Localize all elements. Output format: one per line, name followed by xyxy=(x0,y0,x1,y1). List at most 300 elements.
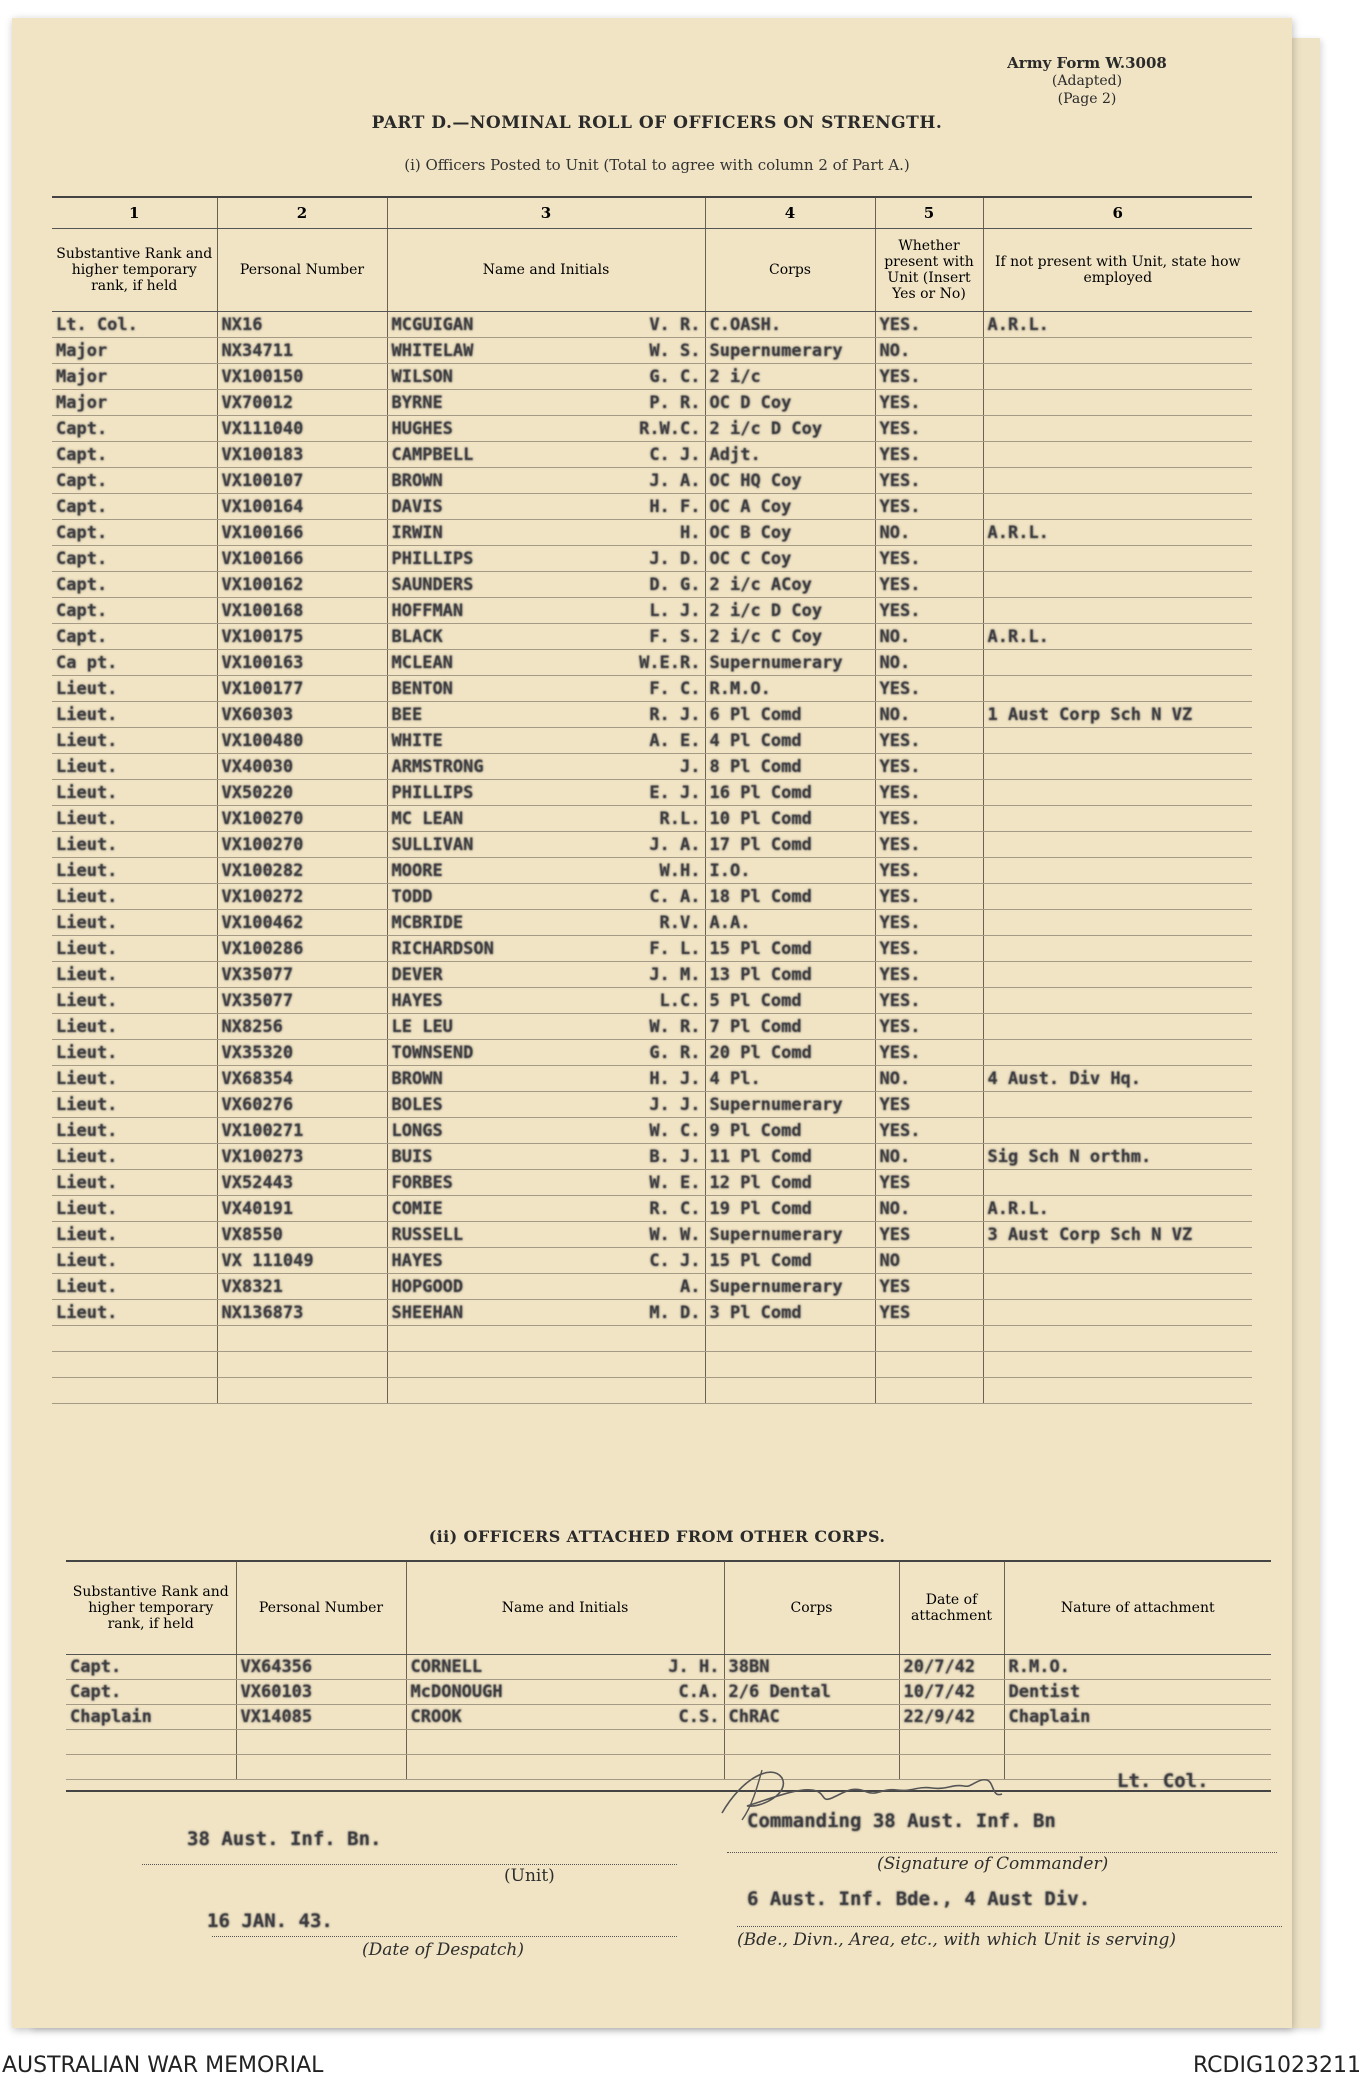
commander-title: Commanding 38 Aust. Inf. Bn xyxy=(747,1810,1056,1832)
name-cell xyxy=(387,338,705,364)
name-cell xyxy=(387,442,705,468)
corps-cell: 19 Pl Comd xyxy=(705,1196,875,1222)
corps-cell: OC A Coy xyxy=(705,494,875,520)
column-number-row xyxy=(52,197,1252,229)
personal-number-cell: VX8321 xyxy=(217,1274,387,1300)
empty-cell xyxy=(217,1326,387,1352)
present-cell: NO. xyxy=(875,1066,983,1092)
personal-number-cell: VX100166 xyxy=(217,546,387,572)
name-cell xyxy=(387,754,705,780)
present-cell: YES. xyxy=(875,390,983,416)
name-cell xyxy=(387,1196,705,1222)
present-cell: YES. xyxy=(875,806,983,832)
corps-cell: 20 Pl Comd xyxy=(705,1040,875,1066)
officer-row xyxy=(52,312,1252,338)
empty-cell xyxy=(52,1378,217,1404)
present-cell: YES. xyxy=(875,1118,983,1144)
attached-rows xyxy=(66,1655,1271,1780)
surname: BYRNE xyxy=(391,392,443,413)
empty-cell xyxy=(705,1378,875,1404)
empty-cell xyxy=(1004,1730,1271,1755)
corps-cell: Supernumerary xyxy=(705,338,875,364)
empty-cell xyxy=(724,1730,899,1755)
empty-cell xyxy=(52,1326,217,1352)
name-cell xyxy=(387,702,705,728)
formation-label: (Bde., Divn., Area, etc., with which Unit is serving) xyxy=(737,1930,1177,1950)
surname: SULLIVAN xyxy=(391,834,474,855)
rank-cell: Chaplain xyxy=(66,1705,236,1730)
officer-row xyxy=(52,806,1252,832)
personal-number-cell: NX34711 xyxy=(217,338,387,364)
rank-cell: Lieut. xyxy=(52,702,217,728)
name-cell xyxy=(387,806,705,832)
officer-row xyxy=(52,884,1252,910)
personal-number-cell: VX100271 xyxy=(217,1118,387,1144)
empty-row xyxy=(66,1730,1271,1755)
corps-cell: 38BN xyxy=(724,1655,899,1680)
initials: J. A. xyxy=(649,834,701,855)
surname: CROOK xyxy=(410,1707,462,1727)
document-sheet xyxy=(12,18,1292,2028)
officer-row xyxy=(52,1170,1252,1196)
corps-cell: 18 Pl Comd xyxy=(705,884,875,910)
attached-row xyxy=(66,1655,1271,1680)
initials: J. H. xyxy=(668,1657,720,1677)
corps-cell: C.OASH. xyxy=(705,312,875,338)
initials: F. L. xyxy=(649,938,701,959)
name-cell xyxy=(387,858,705,884)
surname: HAYES xyxy=(391,990,443,1011)
header-corps: Corps xyxy=(705,229,875,312)
formation-value: 6 Aust. Inf. Bde., 4 Aust Div. xyxy=(747,1888,1091,1910)
rank-cell: Capt. xyxy=(52,624,217,650)
corps-cell: OC HQ Coy xyxy=(705,468,875,494)
officer-row xyxy=(52,780,1252,806)
name-cell xyxy=(387,1144,705,1170)
header-employment: If not present with Unit, state how employed xyxy=(983,229,1252,312)
header-present: Whether present with Unit (Insert Yes or No) xyxy=(875,229,983,312)
rank-cell: Lieut. xyxy=(52,936,217,962)
rank-cell: Lieut. xyxy=(52,754,217,780)
initials: G. R. xyxy=(649,1042,701,1063)
empty-row xyxy=(52,1378,1252,1404)
personal-number-cell: VX52443 xyxy=(217,1170,387,1196)
corps-cell: 2/6 Dental xyxy=(724,1680,899,1705)
personal-number-cell: VX100162 xyxy=(217,572,387,598)
name-cell xyxy=(406,1680,724,1705)
name-cell xyxy=(406,1705,724,1730)
corps-cell: 7 Pl Comd xyxy=(705,1014,875,1040)
employment-cell xyxy=(983,390,1252,416)
empty-cell xyxy=(899,1730,1004,1755)
personal-number-cell: NX16 xyxy=(217,312,387,338)
employment-cell xyxy=(983,936,1252,962)
personal-number-cell: NX8256 xyxy=(217,1014,387,1040)
personal-number-cell: VX100163 xyxy=(217,650,387,676)
name-cell xyxy=(387,1170,705,1196)
initials: J. A. xyxy=(649,470,701,491)
empty-cell xyxy=(406,1730,724,1755)
surname: RUSSELL xyxy=(391,1224,464,1245)
corps-cell: I.O. xyxy=(705,858,875,884)
rank-cell: Lieut. xyxy=(52,1248,217,1274)
initials: G. C. xyxy=(649,366,701,387)
personal-number-cell: VX100480 xyxy=(217,728,387,754)
empty-cell xyxy=(983,1378,1252,1404)
attached-section-title: (ii) OFFICERS ATTACHED FROM OTHER CORPS. xyxy=(428,1527,886,1546)
officer-row xyxy=(52,338,1252,364)
empty-cell xyxy=(406,1755,724,1780)
initials: M. D. xyxy=(649,1302,701,1323)
personal-number-cell: VX100462 xyxy=(217,910,387,936)
officer-row xyxy=(52,1144,1252,1170)
present-cell: YES. xyxy=(875,364,983,390)
name-cell xyxy=(387,936,705,962)
present-cell: YES. xyxy=(875,598,983,624)
rank-cell: Lieut. xyxy=(52,1222,217,1248)
rank-cell: Capt. xyxy=(52,494,217,520)
rank-cell: Capt. xyxy=(52,572,217,598)
rank-cell: Major xyxy=(52,390,217,416)
corps-cell: ChRAC xyxy=(724,1705,899,1730)
employment-cell xyxy=(983,988,1252,1014)
initials: D. G. xyxy=(649,574,701,595)
form-id-page: (Page 2) xyxy=(1057,91,1117,107)
initials: E. J. xyxy=(649,782,701,803)
surname: CORNELL xyxy=(410,1657,483,1677)
rank-cell: Lieut. xyxy=(52,1196,217,1222)
name-cell xyxy=(387,468,705,494)
name-cell xyxy=(387,494,705,520)
personal-number-cell: VX35077 xyxy=(217,988,387,1014)
corps-cell: 4 Pl. xyxy=(705,1066,875,1092)
form-id-number: Army Form W.3008 xyxy=(1007,54,1167,72)
officer-row xyxy=(52,728,1252,754)
surname: LONGS xyxy=(391,1120,443,1141)
form-id-adapted: (Adapted) xyxy=(1051,73,1123,89)
header-name: Name and Initials xyxy=(406,1561,724,1655)
surname: RICHARDSON xyxy=(391,938,494,959)
personal-number-cell: VX111040 xyxy=(217,416,387,442)
present-cell: YES. xyxy=(875,910,983,936)
officer-row xyxy=(52,520,1252,546)
employment-cell xyxy=(983,858,1252,884)
column-number: 6 xyxy=(983,197,1252,229)
surname: BLACK xyxy=(391,626,443,647)
initials: J. M. xyxy=(649,964,701,985)
surname: MC LEAN xyxy=(391,808,464,829)
initials: C.S. xyxy=(678,1707,720,1727)
employment-cell: Sig Sch N orthm. xyxy=(983,1144,1252,1170)
employment-cell xyxy=(983,806,1252,832)
name-cell xyxy=(387,416,705,442)
employment-cell: A.R.L. xyxy=(983,1196,1252,1222)
initials: J. D. xyxy=(649,548,701,569)
rank-cell: Lieut. xyxy=(52,858,217,884)
employment-cell: 4 Aust. Div Hq. xyxy=(983,1066,1252,1092)
empty-cell xyxy=(875,1326,983,1352)
name-cell xyxy=(387,1118,705,1144)
employment-cell: A.R.L. xyxy=(983,624,1252,650)
officer-row xyxy=(52,676,1252,702)
corps-cell: 2 i/c D Coy xyxy=(705,416,875,442)
present-cell: YES xyxy=(875,1170,983,1196)
officer-row xyxy=(52,390,1252,416)
officer-row xyxy=(52,546,1252,572)
present-cell: YES xyxy=(875,1274,983,1300)
initials: W. C. xyxy=(649,1120,701,1141)
surname: SAUNDERS xyxy=(391,574,474,595)
column-number: 4 xyxy=(705,197,875,229)
rank-cell: Lieut. xyxy=(52,806,217,832)
name-cell xyxy=(387,1248,705,1274)
rank-cell: Lieut. xyxy=(52,1170,217,1196)
header-personal-number: Personal Number xyxy=(236,1561,406,1655)
employment-cell: 3 Aust Corp Sch N VZ xyxy=(983,1222,1252,1248)
rank-cell: Capt. xyxy=(52,416,217,442)
name-cell xyxy=(387,364,705,390)
name-cell xyxy=(387,624,705,650)
page-subtitle: (i) Officers Posted to Unit (Total to agree with column 2 of Part A.) xyxy=(404,156,910,174)
initials: J. xyxy=(680,756,701,777)
officer-row xyxy=(52,936,1252,962)
rank-cell: Capt. xyxy=(52,442,217,468)
surname: PHILLIPS xyxy=(391,782,474,803)
officer-row xyxy=(52,364,1252,390)
employment-cell xyxy=(983,364,1252,390)
personal-number-cell: VX100177 xyxy=(217,676,387,702)
personal-number-cell: VX64356 xyxy=(236,1655,406,1680)
header-date: Date of attachment xyxy=(899,1561,1004,1655)
surname: WHITELAW xyxy=(391,340,474,361)
name-cell xyxy=(387,1274,705,1300)
corps-cell: Supernumerary xyxy=(705,1092,875,1118)
surname: MCBRIDE xyxy=(391,912,464,933)
initials: F. S. xyxy=(649,626,701,647)
rank-cell: Lieut. xyxy=(52,1118,217,1144)
rank-cell: Capt. xyxy=(52,520,217,546)
personal-number-cell: VX100270 xyxy=(217,832,387,858)
initials: L.C. xyxy=(659,990,701,1011)
corps-cell: OC B Coy xyxy=(705,520,875,546)
present-cell: YES. xyxy=(875,754,983,780)
personal-number-cell: VX100272 xyxy=(217,884,387,910)
rank-cell: Lieut. xyxy=(52,910,217,936)
employment-cell xyxy=(983,1118,1252,1144)
officer-row xyxy=(52,1092,1252,1118)
corps-cell: 17 Pl Comd xyxy=(705,832,875,858)
corps-cell: 15 Pl Comd xyxy=(705,1248,875,1274)
present-cell: YES xyxy=(875,1092,983,1118)
nature-cell: R.M.O. xyxy=(1004,1655,1271,1680)
officer-row xyxy=(52,832,1252,858)
unit-line xyxy=(142,1864,677,1865)
empty-cell xyxy=(66,1755,236,1780)
corps-cell: 2 i/c xyxy=(705,364,875,390)
attached-table xyxy=(66,1560,1271,1780)
nature-cell: Dentist xyxy=(1004,1680,1271,1705)
personal-number-cell: NX136873 xyxy=(217,1300,387,1326)
present-cell: NO. xyxy=(875,520,983,546)
employment-cell xyxy=(983,728,1252,754)
header-personal-number: Personal Number xyxy=(217,229,387,312)
name-cell xyxy=(387,312,705,338)
empty-cell xyxy=(387,1326,705,1352)
name-cell xyxy=(387,1066,705,1092)
name-cell xyxy=(387,598,705,624)
personal-number-cell: VX70012 xyxy=(217,390,387,416)
employment-cell xyxy=(983,546,1252,572)
personal-number-cell: VX100286 xyxy=(217,936,387,962)
empty-cell xyxy=(875,1352,983,1378)
name-cell xyxy=(387,884,705,910)
initials: R.V. xyxy=(659,912,701,933)
officer-row xyxy=(52,416,1252,442)
initials: W. S. xyxy=(649,340,701,361)
surname: FORBES xyxy=(391,1172,453,1193)
corps-cell: 8 Pl Comd xyxy=(705,754,875,780)
employment-cell xyxy=(983,650,1252,676)
present-cell: YES xyxy=(875,1300,983,1326)
surname: DEVER xyxy=(391,964,443,985)
rank-cell: Major xyxy=(52,364,217,390)
officer-row xyxy=(52,572,1252,598)
officer-row xyxy=(52,624,1252,650)
officer-row xyxy=(52,702,1252,728)
corps-cell: 2 i/c D Coy xyxy=(705,598,875,624)
name-cell xyxy=(387,572,705,598)
officer-row xyxy=(52,1196,1252,1222)
name-cell xyxy=(387,520,705,546)
personal-number-cell: VX14085 xyxy=(236,1705,406,1730)
personal-number-cell: VX100164 xyxy=(217,494,387,520)
surname: WHITE xyxy=(391,730,443,751)
present-cell: NO. xyxy=(875,1144,983,1170)
rank-cell: Lieut. xyxy=(52,780,217,806)
empty-row xyxy=(52,1352,1252,1378)
present-cell: YES. xyxy=(875,468,983,494)
corps-cell: 6 Pl Comd xyxy=(705,702,875,728)
surname: MOORE xyxy=(391,860,443,881)
corps-cell: 4 Pl Comd xyxy=(705,728,875,754)
personal-number-cell: VX100183 xyxy=(217,442,387,468)
surname: McDONOUGH xyxy=(410,1682,503,1702)
personal-number-cell: VX50220 xyxy=(217,780,387,806)
present-cell: YES. xyxy=(875,572,983,598)
present-cell: NO. xyxy=(875,1196,983,1222)
employment-cell xyxy=(983,572,1252,598)
initials: A. xyxy=(680,1276,701,1297)
rank-cell: Lieut. xyxy=(52,728,217,754)
date-cell: 22/9/42 xyxy=(899,1705,1004,1730)
surname: TOWNSEND xyxy=(391,1042,474,1063)
initials: C. A. xyxy=(649,886,701,907)
employment-cell xyxy=(983,832,1252,858)
empty-cell xyxy=(236,1730,406,1755)
rank-cell: Capt. xyxy=(66,1655,236,1680)
name-cell xyxy=(387,1040,705,1066)
present-cell: YES xyxy=(875,1222,983,1248)
signature-label: (Signature of Commander) xyxy=(877,1854,1109,1874)
empty-cell xyxy=(236,1755,406,1780)
corps-cell: 15 Pl Comd xyxy=(705,936,875,962)
surname: BENTON xyxy=(391,678,453,699)
employment-cell xyxy=(983,754,1252,780)
employment-cell xyxy=(983,442,1252,468)
name-cell xyxy=(387,988,705,1014)
officer-row xyxy=(52,1300,1252,1326)
initials: C. J. xyxy=(649,1250,701,1271)
rank-cell: Lieut. xyxy=(52,988,217,1014)
officer-row xyxy=(52,494,1252,520)
officer-row xyxy=(52,650,1252,676)
officer-row xyxy=(52,754,1252,780)
attached-row xyxy=(66,1705,1271,1730)
corps-cell: 2 i/c C Coy xyxy=(705,624,875,650)
empty-cell xyxy=(705,1352,875,1378)
column-number: 3 xyxy=(387,197,705,229)
empty-cell xyxy=(387,1378,705,1404)
present-cell: YES. xyxy=(875,1040,983,1066)
header-rank: Substantive Rank and higher temporary rank, if held xyxy=(52,229,217,312)
initials: W.H. xyxy=(659,860,701,881)
personal-number-cell: VX60303 xyxy=(217,702,387,728)
present-cell: YES. xyxy=(875,676,983,702)
employment-cell xyxy=(983,468,1252,494)
officer-rows xyxy=(52,312,1252,1404)
employment-cell xyxy=(983,416,1252,442)
initials: R. J. xyxy=(649,704,701,725)
surname: TODD xyxy=(391,886,433,907)
surname: WILSON xyxy=(391,366,453,387)
employment-cell xyxy=(983,884,1252,910)
employment-cell xyxy=(983,1040,1252,1066)
initials: W. E. xyxy=(649,1172,701,1193)
date-label: (Date of Despatch) xyxy=(362,1940,524,1960)
employment-cell xyxy=(983,494,1252,520)
surname: HAYES xyxy=(391,1250,443,1271)
signature-line xyxy=(727,1852,1277,1853)
present-cell: YES. xyxy=(875,416,983,442)
present-cell: YES. xyxy=(875,780,983,806)
officer-row xyxy=(52,1040,1252,1066)
surname: CAMPBELL xyxy=(391,444,474,465)
initials: L. J. xyxy=(649,600,701,621)
name-cell xyxy=(387,910,705,936)
surname: HUGHES xyxy=(391,418,453,439)
rank-cell: Capt. xyxy=(52,468,217,494)
officer-row xyxy=(52,910,1252,936)
present-cell: YES. xyxy=(875,962,983,988)
initials: R.W.C. xyxy=(639,418,701,439)
employment-cell xyxy=(983,1170,1252,1196)
surname: PHILLIPS xyxy=(391,548,474,569)
header-corps: Corps xyxy=(724,1561,899,1655)
corps-cell: 16 Pl Comd xyxy=(705,780,875,806)
name-cell xyxy=(387,780,705,806)
name-cell xyxy=(387,1300,705,1326)
surname: IRWIN xyxy=(391,522,443,543)
officer-row xyxy=(52,988,1252,1014)
name-cell xyxy=(387,832,705,858)
rank-cell: Ca pt. xyxy=(52,650,217,676)
personal-number-cell: VX40191 xyxy=(217,1196,387,1222)
empty-cell xyxy=(217,1378,387,1404)
empty-cell xyxy=(705,1326,875,1352)
rank-cell: Lieut. xyxy=(52,1040,217,1066)
corps-cell: 3 Pl Comd xyxy=(705,1300,875,1326)
present-cell: YES. xyxy=(875,546,983,572)
